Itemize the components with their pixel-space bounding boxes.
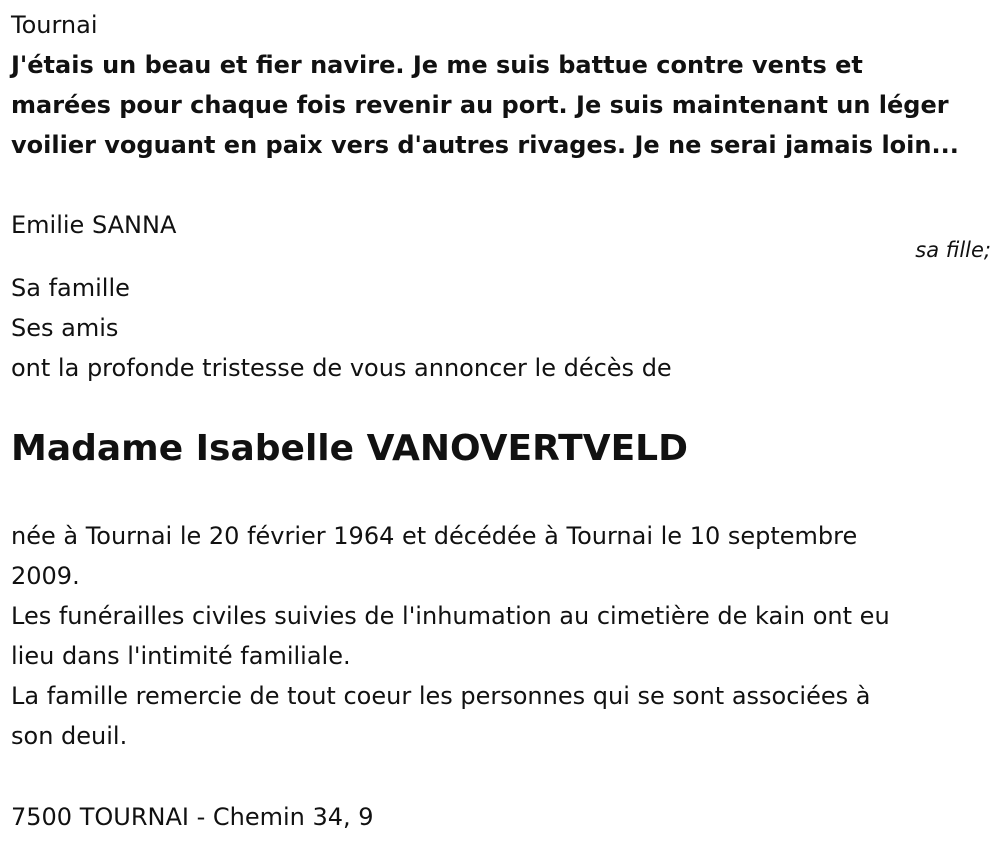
deceased-name: Madame Isabelle VANOVERTVELD xyxy=(11,428,689,469)
announcement-line: ont la profonde tristesse de vous annoncer le décès de xyxy=(11,354,672,382)
city-heading: Tournai xyxy=(11,11,98,39)
survivor-name: Emilie SANNA xyxy=(11,211,177,239)
family-line: Sa famille xyxy=(11,274,130,302)
address-line: 7500 TOURNAI - Chemin 34, 9 xyxy=(11,803,374,831)
text-line: son deuil. xyxy=(11,722,128,750)
text-line: née à Tournai le 20 février 1964 et décédée à Tournai le 10 septembre xyxy=(11,522,858,550)
survivor-relation: sa fille; xyxy=(915,238,991,262)
thanks-paragraph xyxy=(11,676,991,756)
quote-line: marées pour chaque fois revenir au port. Je suis maintenant un léger xyxy=(11,91,949,119)
text-line: Les funérailles civiles suivies de l'inhumation au cimetière de kain ont eu xyxy=(11,602,890,630)
text-line: lieu dans l'intimité familiale. xyxy=(11,642,351,670)
quote-line: J'étais un beau et fier navire. Je me suis battue contre vents et xyxy=(11,51,863,79)
text-line: La famille remercie de tout coeur les personnes qui se sont associées à xyxy=(11,682,871,710)
quote-line: voilier voguant en paix vers d'autres rivages. Je ne serai jamais loin... xyxy=(11,131,959,159)
text-line: 2009. xyxy=(11,562,80,590)
funeral-paragraph xyxy=(11,596,991,676)
birth-death-paragraph xyxy=(11,516,991,596)
memorial-quote xyxy=(11,45,991,165)
friends-line: Ses amis xyxy=(11,314,119,342)
